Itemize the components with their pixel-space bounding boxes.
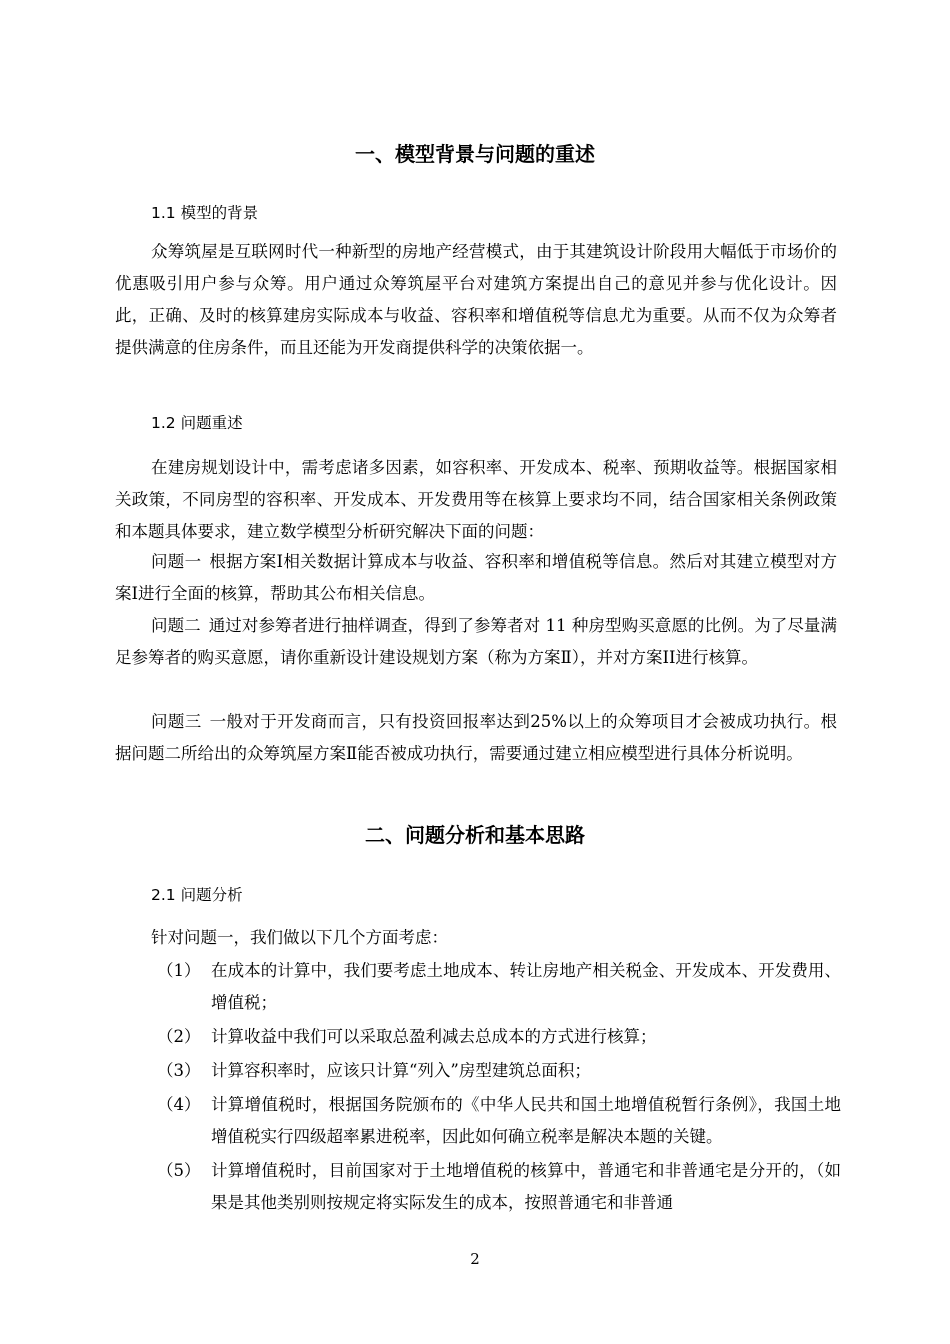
list-item-text: 计算容积率时，应该只计算“列入”房型建筑总面积；: [211, 1061, 591, 1080]
list-item-text: 计算收益中我们可以采取总盈利减去总成本的方式进行核算；: [211, 1027, 657, 1046]
list-item: [151, 955, 841, 1019]
list-item-number: （5）: [157, 1161, 201, 1180]
list-item-text: 计算增值税时，根据国务院颁布的《中华人民共和国土地增值税暂行条例》，我国土地增值税实行四级超率累进税率，因此如何确立税率是解决本题的关键。: [211, 1095, 841, 1146]
list-item: [151, 1155, 841, 1219]
list-item-number: （1）: [157, 961, 201, 980]
section-title-2: 二、问题分析和基本思路: [365, 823, 585, 847]
list-item-number: （4）: [157, 1095, 201, 1114]
paragraph-background: 众筹筑屋是互联网时代一种新型的房地产经营模式，由于其建筑设计阶段用大幅低于市场价的优惠吸引用户参与众筹。用户通过众筹筑屋平台对建筑方案提出自己的意见并参与优化设计。因此，正确、及时的核算建房实际成本与收益、容积率和增值税等信息尤为重要。从而不仅为众筹者提供满意的住房条件，而且还能为开发商提供科学的决策依据一。: [115, 242, 837, 357]
question-3-text: 一般对于开发商而言，只有投资回报率达到25%以上的众筹项目才会被成功执行。根据问题二所给出的众筹筑屋方案Ⅱ能否被成功执行，需要通过建立相应模型进行具体分析说明。: [115, 712, 837, 763]
list-item: [151, 1021, 841, 1053]
paragraph-problem-intro: 在建房规划设计中，需考虑诸多因素，如容积率、开发成本、税率、预期收益等。根据国家相关政策，不同房型的容积率、开发成本、开发费用等在核算上要求均不同，结合国家相关条例政策和本题具体要求，建立数学模型分析研究解决下面的问题：: [115, 458, 837, 541]
subsection-heading-1-2: 1.2 问题重述: [151, 414, 243, 432]
paragraph-question-2: [115, 610, 837, 674]
paragraph-question-3: [115, 706, 837, 770]
question-2-label: 问题二: [151, 616, 201, 635]
list-item: [151, 1089, 841, 1153]
analysis-list: [151, 955, 841, 1221]
list-item-text: 计算增值税时，目前国家对于土地增值税的核算中，普通宅和非普通宅是分开的，（如果是其他类别则按规定将实际发生的成本，按照普通宅和非普通: [211, 1161, 841, 1212]
question-3-label: 问题三: [151, 712, 202, 731]
question-2-text: 通过对参筹者进行抽样调查，得到了参筹者对 11 种房型购买意愿的比例。为了尽量满足参筹者的购买意愿，请你重新设计建设规划方案（称为方案Ⅱ），并对方案II进行核算。: [115, 616, 837, 667]
page-number: 2: [470, 1250, 480, 1268]
list-item-number: （3）: [157, 1061, 201, 1080]
paragraph-question-1: [115, 546, 837, 610]
subsection-heading-1-1: 1.1 模型的背景: [151, 204, 259, 222]
question-1-label: 问题一: [151, 552, 202, 571]
section-title-1: 一、模型背景与问题的重述: [355, 142, 595, 166]
list-item-text: 在成本的计算中，我们要考虑土地成本、转让房地产相关税金、开发成本、开发费用、增值税；: [211, 961, 841, 1012]
list-item: [151, 1055, 841, 1087]
list-item-number: （2）: [157, 1027, 201, 1046]
question-1-text: 根据方案Ⅰ相关数据计算成本与收益、容积率和增值税等信息。然后对其建立模型对方案Ⅰ进行全面的核算，帮助其公布相关信息。: [115, 552, 838, 603]
analysis-intro: 针对问题一，我们做以下几个方面考虑：: [151, 928, 448, 947]
subsection-heading-2-1: 2.1 问题分析: [151, 886, 243, 904]
